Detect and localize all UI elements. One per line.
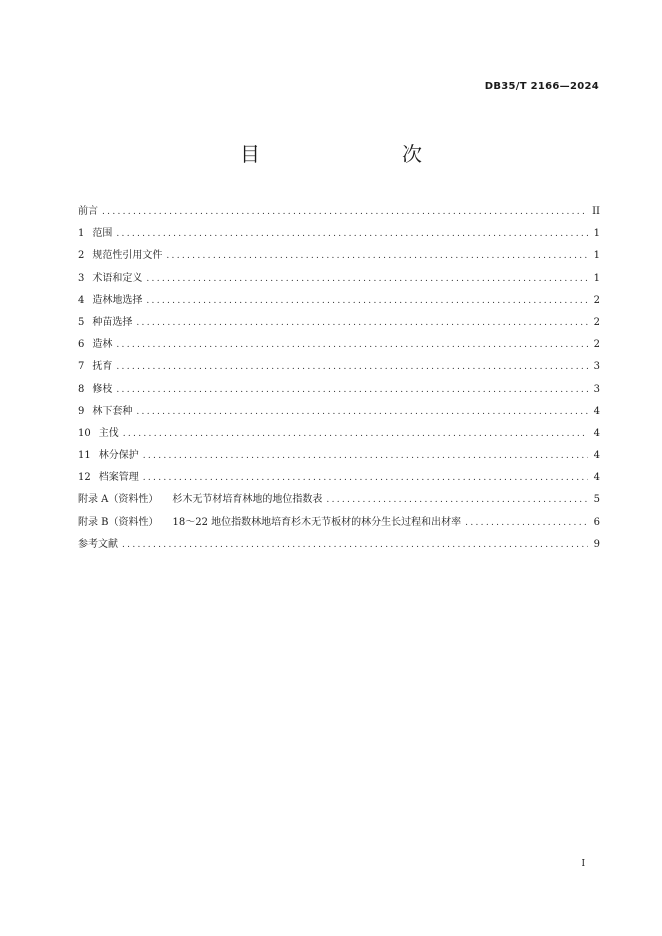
- toc-appendix-label: 附录 A（资料性）: [78, 494, 159, 506]
- toc-leader-dots: [116, 362, 588, 372]
- toc-entry-label: [78, 313, 132, 328]
- toc-entry-label: [78, 402, 132, 417]
- toc-entry-label: 参考文献: [78, 538, 118, 550]
- toc-entry-label: [78, 291, 142, 306]
- toc-entry-label: [78, 357, 112, 372]
- toc-entry-label: 前言: [78, 206, 98, 217]
- toc-entry-3[interactable]: [78, 269, 600, 291]
- toc-entry-page: 1: [593, 228, 600, 240]
- toc-entry-label: [78, 446, 139, 461]
- toc-entry-page: 2: [593, 294, 600, 306]
- toc-leader-dots: [146, 296, 588, 306]
- toc-leader-dots: [143, 473, 588, 483]
- toc-entry-number: 4: [78, 294, 85, 306]
- toc-leader-dots: [166, 251, 588, 261]
- toc-entry-text: 18～22 地位指数林地培育杉木无节板材的林分生长过程和出材率: [172, 516, 462, 528]
- toc-entry-number: 2: [78, 250, 85, 262]
- toc-entry-2[interactable]: [78, 246, 600, 268]
- toc-entry-text: 林下套种: [92, 405, 133, 417]
- toc-leader-dots: [123, 429, 588, 439]
- toc-entry-text: 种苗选择: [92, 316, 133, 328]
- toc-leader-dots: [116, 385, 588, 395]
- toc-entry-page: II: [592, 206, 600, 217]
- toc-entry-number: 6: [78, 339, 85, 351]
- toc-entry-1[interactable]: [78, 224, 600, 246]
- toc-entry-number: 3: [78, 272, 85, 284]
- page-number: I: [581, 859, 585, 869]
- toc-leader-dots: [146, 274, 588, 284]
- toc-entry-label: [78, 335, 112, 350]
- toc-entry-appendix-b[interactable]: [78, 513, 600, 535]
- toc-entry-label: [78, 424, 119, 439]
- toc-leader-dots: [143, 451, 588, 461]
- toc-entry-page: 2: [593, 339, 600, 351]
- toc-entry-text: 造林地选择: [92, 294, 143, 306]
- toc-entry-page: 3: [593, 383, 600, 395]
- toc-leader-dots: [102, 207, 588, 217]
- toc-entry-page: 2: [593, 316, 600, 328]
- toc-entry-number: 8: [78, 383, 85, 395]
- table-of-contents: [78, 202, 600, 557]
- toc-entry-10[interactable]: [78, 424, 600, 446]
- toc-entry-label: [78, 490, 322, 505]
- toc-entry-label: [78, 513, 461, 528]
- toc-entry-page: 6: [593, 516, 600, 528]
- toc-entry-text: 档案管理: [98, 472, 139, 484]
- toc-entry-number: 11: [78, 450, 91, 462]
- toc-entry-references[interactable]: [78, 535, 600, 557]
- toc-entry-page: 1: [593, 250, 600, 262]
- toc-entry-7[interactable]: [78, 357, 600, 379]
- toc-entry-text: 林分保护: [98, 450, 139, 462]
- toc-entry-number: 12: [78, 472, 91, 484]
- toc-entry-label: [78, 468, 139, 483]
- toc-entry-number: 1: [78, 228, 85, 240]
- toc-entry-text: 主伐: [98, 427, 119, 439]
- toc-entry-label: [78, 246, 162, 261]
- toc-entry-text: 抚育: [92, 361, 113, 373]
- toc-leader-dots: [136, 407, 588, 417]
- toc-appendix-label: 附录 B（资料性）: [78, 516, 159, 528]
- toc-entry-page: 1: [593, 272, 600, 284]
- toc-entry-6[interactable]: [78, 335, 600, 357]
- toc-title: 目 次: [240, 142, 456, 166]
- toc-entry-page: 4: [593, 405, 600, 417]
- toc-entry-5[interactable]: [78, 313, 600, 335]
- toc-leader-dots: [136, 318, 588, 328]
- toc-entry-page: 4: [593, 450, 600, 462]
- toc-leader-dots: [465, 518, 588, 528]
- toc-entry-label: [78, 269, 142, 284]
- toc-entry-11[interactable]: [78, 446, 600, 468]
- toc-entry-4[interactable]: [78, 291, 600, 313]
- toc-leader-dots: [326, 495, 588, 505]
- toc-entry-8[interactable]: [78, 380, 600, 402]
- standard-code: DB35/T 2166—2024: [484, 81, 599, 92]
- toc-entry-number: 9: [78, 405, 85, 417]
- toc-entry-label: [78, 224, 112, 239]
- toc-entry-text: 范围: [92, 228, 113, 240]
- toc-entry-text: 术语和定义: [92, 272, 143, 284]
- toc-entry-foreword[interactable]: [78, 202, 600, 224]
- toc-entry-text: 造林: [92, 339, 113, 351]
- toc-entry-page: 5: [593, 494, 600, 506]
- toc-leader-dots: [116, 340, 588, 350]
- toc-entry-text: 规范性引用文件: [92, 250, 163, 262]
- toc-leader-dots: [122, 540, 588, 550]
- toc-entry-label: [78, 380, 112, 395]
- toc-entry-page: 4: [593, 472, 600, 484]
- toc-entry-9[interactable]: [78, 402, 600, 424]
- toc-entry-12[interactable]: [78, 468, 600, 490]
- toc-leader-dots: [116, 229, 588, 239]
- toc-entry-number: 10: [78, 427, 91, 439]
- toc-entry-page: 9: [593, 538, 600, 550]
- toc-entry-number: 5: [78, 316, 85, 328]
- toc-entry-appendix-a[interactable]: [78, 490, 600, 512]
- toc-entry-text: 杉木无节材培育林地的地位指数表: [172, 494, 323, 506]
- toc-entry-page: 4: [593, 427, 600, 439]
- toc-entry-number: 7: [78, 361, 85, 373]
- toc-entry-text: 修枝: [92, 383, 113, 395]
- toc-entry-page: 3: [593, 361, 600, 373]
